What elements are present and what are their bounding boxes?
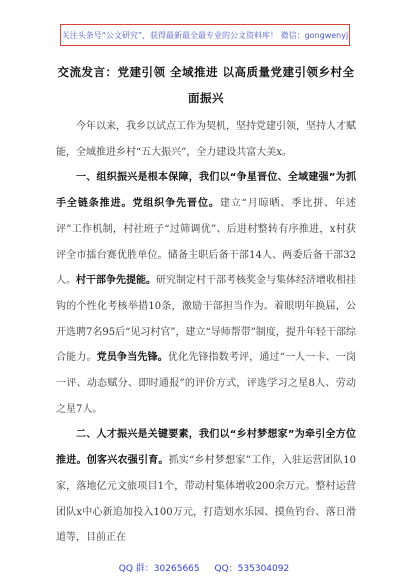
section2-paragraph [56, 422, 356, 551]
section1-heading: 一、组织振兴是根本保障，我们以“争星晋位、全域建强”为抓手全链条推进。 [56, 172, 356, 210]
section1-sub1-text: 建立“月晾晒、季比拼、年述评”工作机制，村社班子“过筛调优”、后进村整转有序推进，x村获评全市擂台赛优胜单位。储备主职后备干部14人、两委后备干部32人。 [56, 198, 356, 287]
footer-qq-group: QQ 群：30265665 [118, 564, 200, 574]
footer-contact [0, 561, 408, 574]
section1-sub2-text: 研究制定村干部考核奖金与集体经济增收相挂钩的个性化考核举措10条，激励干部担当作为。着眼明年换届，公开选聘7名95后“见习村官”，建立“导师帮带”制度，提升年轻干部综合能力。 [56, 275, 356, 364]
section1-sub2-heading: 村干部争先提能。 [76, 275, 156, 287]
section1-sub1-heading: 党组织争先晋位。 [132, 198, 220, 210]
page-title-line2: 面振兴 [188, 91, 224, 105]
section2-sub1-text: 抓实“乡村梦想家”工作，入驻运营团队10家，落地亿元文旅项目1个，带动村集体增收200余万元。整村运营团队x中心新追加投入100万元，打造划水乐园、摸鱼钓台、落日滑道等，目前正在 [56, 455, 357, 544]
document-body [56, 114, 356, 551]
section1-sub3-text: 优化先锋指数考评，通过“一人一卡、一岗一评、动态赋分、即时通报”的评价方式，评选学习之星8人、劳动之星7人。 [56, 352, 357, 415]
promo-banner: 关注头条号“公文研究”，获得最新最全最专业的公文资料库！ 微信：gongwenyj [60, 24, 350, 46]
section1-sub3-heading: 党员争当先锋。 [96, 352, 168, 364]
footer-qq: QQ：535304092 [214, 564, 290, 574]
section2-heading: 二、人才振兴是关键要素，我们以“乡村梦想家”为牵引全方位推进。 [56, 429, 356, 467]
intro-paragraph: 今年以来，我乡以试点工作为契机，坚持党建引领，坚持人才赋能，全域推进乡村“五大振兴”，全力建设共富大美x。 [56, 121, 356, 158]
section1-paragraph [56, 165, 356, 422]
page-title-line1: 交流发言：党建引领 全域推进 以高质量党建引领乡村全 [57, 65, 355, 79]
section2-sub1-heading: 创客兴农强引育。 [86, 455, 169, 467]
